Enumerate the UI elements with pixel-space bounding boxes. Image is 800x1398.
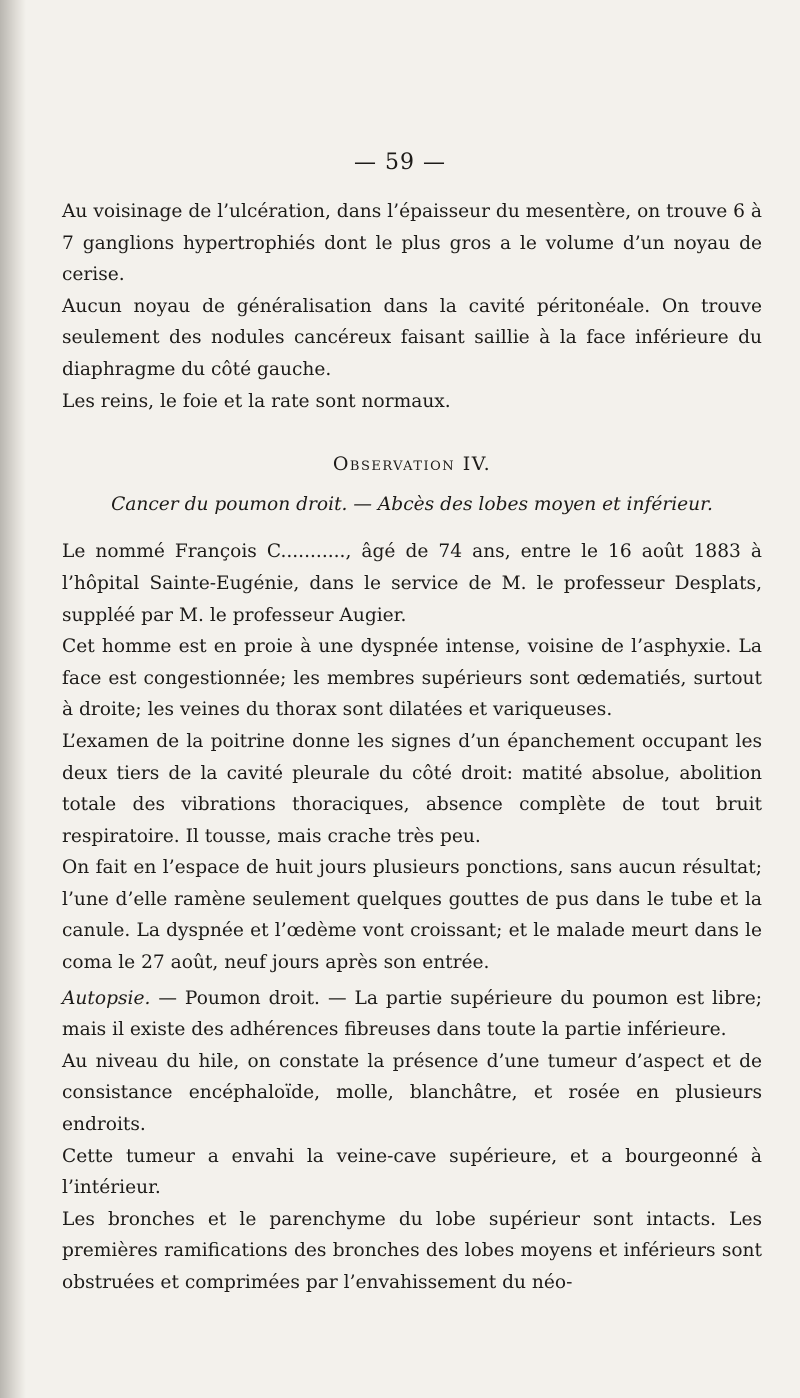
paragraph-ganglions: Au voisinage de l’ulcération, dans l’épaisseur du mesentère, on trouve 6 à 7 ganglions hypertrophiés dont le plus gros a le volume d’un noyau de cerise.	[62, 201, 762, 286]
page-number: — 59 —	[354, 150, 446, 175]
observation-subtitle: Cancer du poumon droit. — Abcès des lobes moyen et inférieur.	[111, 493, 713, 515]
paragraph-dyspnea: Cet homme est en proie à une dyspnée intense, voisine de l’asphyxie. La face est congestionnée; les membres supérieurs sont œdematiés, surtout à droite; les veines du thorax sont dilatées et variqueuses.	[62, 636, 762, 721]
paragraph-autopsy	[62, 983, 762, 1046]
paragraph-chest-exam: L’examen de la poitrine donne les signes d’un épanchement occupant les deux tiers de la cavité pleurale du côté droit: matité absolue, abolition totale des vibrations thoraciques, absence complète de tout bruit respiratoire. Il tousse, mais crache très peu.	[62, 730, 762, 847]
paragraph-organs-normal: Les reins, le foie et la rate sont normaux.	[62, 390, 451, 412]
autopsy-label: Autopsie.	[62, 987, 151, 1009]
paragraph-veine-cave: Cette tumeur a envahi la veine-cave supérieure, et a bourgeonné à l’intérieur.	[62, 1145, 762, 1199]
autopsy-text: — Poumon droit. — La partie supérieure du poumon est libre; mais il existe des adhérences fibreuses dans toute la partie inférieure.	[62, 987, 762, 1041]
paragraph-bronches: Les bronches et le parenchyme du lobe supérieur sont intacts. Les premières ramifications des bronches des lobes moyens et inférieurs sont obstruées et comprimées par l’envahissement du néo-	[62, 1208, 762, 1293]
paragraph-generalisation: Aucun noyau de généralisation dans la cavité péritonéale. On trouve seulement des nodules cancéreux faisant saillie à la face inférieure du diaphragme du côté gauche.	[62, 295, 762, 380]
paragraph-punctures: On fait en l’espace de huit jours plusieurs ponctions, sans aucun résultat; l’une d’elle ramène seulement quelques gouttes de pus dans le tube et la canule. La dyspnée et l’œdème vont croissant; et le malade meurt dans le coma le 27 août, neuf jours après son entrée.	[62, 857, 762, 974]
paragraph-hile-tumor: Au niveau du hile, on constate la présence d’une tumeur d’aspect et de consistance encéphaloïde, molle, blanchâtre, et rosée en plusieurs endroits.	[62, 1050, 762, 1136]
page-binding-shadow	[0, 0, 26, 1398]
page-text	[62, 196, 762, 1299]
observation-heading: Observation IV.	[332, 453, 492, 476]
paragraph-patient-entry: Le nommé François C..........., âgé de 74 ans, entre le 16 août 1883 à l’hôpital Sainte-Eugénie, dans le service de M. le professeur Desplats, suppléé par M. le professeur Augier.	[62, 541, 762, 626]
